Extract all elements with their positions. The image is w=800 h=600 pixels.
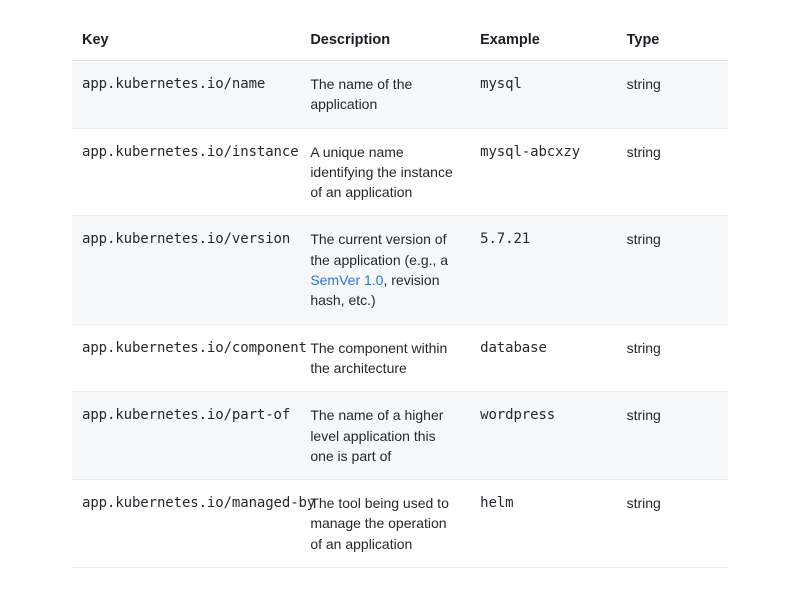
description-text: The tool being used to manage the operation of an application (310, 495, 449, 552)
cell-example: database (470, 324, 616, 392)
cell-description (300, 392, 470, 480)
cell-example: helm (470, 480, 616, 568)
cell-type: string (617, 324, 728, 392)
cell-type: string (617, 392, 728, 480)
table-row (72, 392, 728, 480)
cell-example: mysql (470, 61, 616, 129)
cell-key: app.kubernetes.io/version (72, 216, 300, 324)
semver-link[interactable]: SemVer 1.0 (310, 272, 384, 289)
description-text: The current version of the application (e.g., a (310, 231, 449, 268)
description-text-tail: , revision hash, etc.) (310, 272, 440, 309)
description-text: A unique name identifying the instance of an application (310, 143, 453, 201)
column-header-description: Description (300, 24, 470, 61)
labels-table (72, 24, 728, 568)
table-row (72, 61, 728, 129)
cell-key: app.kubernetes.io/instance (72, 128, 300, 216)
table-body (72, 61, 728, 568)
cell-description (300, 324, 470, 392)
cell-type: string (617, 216, 728, 324)
cell-key: app.kubernetes.io/managed-by (72, 480, 300, 568)
table-row (72, 480, 728, 568)
cell-description (300, 480, 470, 568)
column-header-type: Type (617, 24, 728, 61)
column-header-key: Key (72, 24, 300, 61)
description-text: The name of a higher level application this one is part of (310, 407, 444, 464)
cell-description (300, 216, 470, 324)
table-header (72, 24, 728, 61)
table-row (72, 324, 728, 392)
cell-example: 5.7.21 (470, 216, 616, 324)
column-header-example: Example (470, 24, 616, 61)
description-text: The name of the application (310, 76, 413, 113)
cell-type: string (617, 61, 728, 129)
table-header-row (72, 24, 728, 61)
cell-type: string (617, 480, 728, 568)
cell-description (300, 61, 470, 129)
cell-key: app.kubernetes.io/component (72, 324, 300, 392)
description-text: The component within the architecture (310, 339, 448, 376)
cell-key: app.kubernetes.io/part-of (72, 392, 300, 480)
cell-example: wordpress (470, 392, 616, 480)
cell-description (300, 128, 470, 216)
table-row (72, 128, 728, 216)
cell-type: string (617, 128, 728, 216)
cell-example: mysql-abcxzy (470, 128, 616, 216)
table-row (72, 216, 728, 324)
cell-key: app.kubernetes.io/name (72, 61, 300, 129)
